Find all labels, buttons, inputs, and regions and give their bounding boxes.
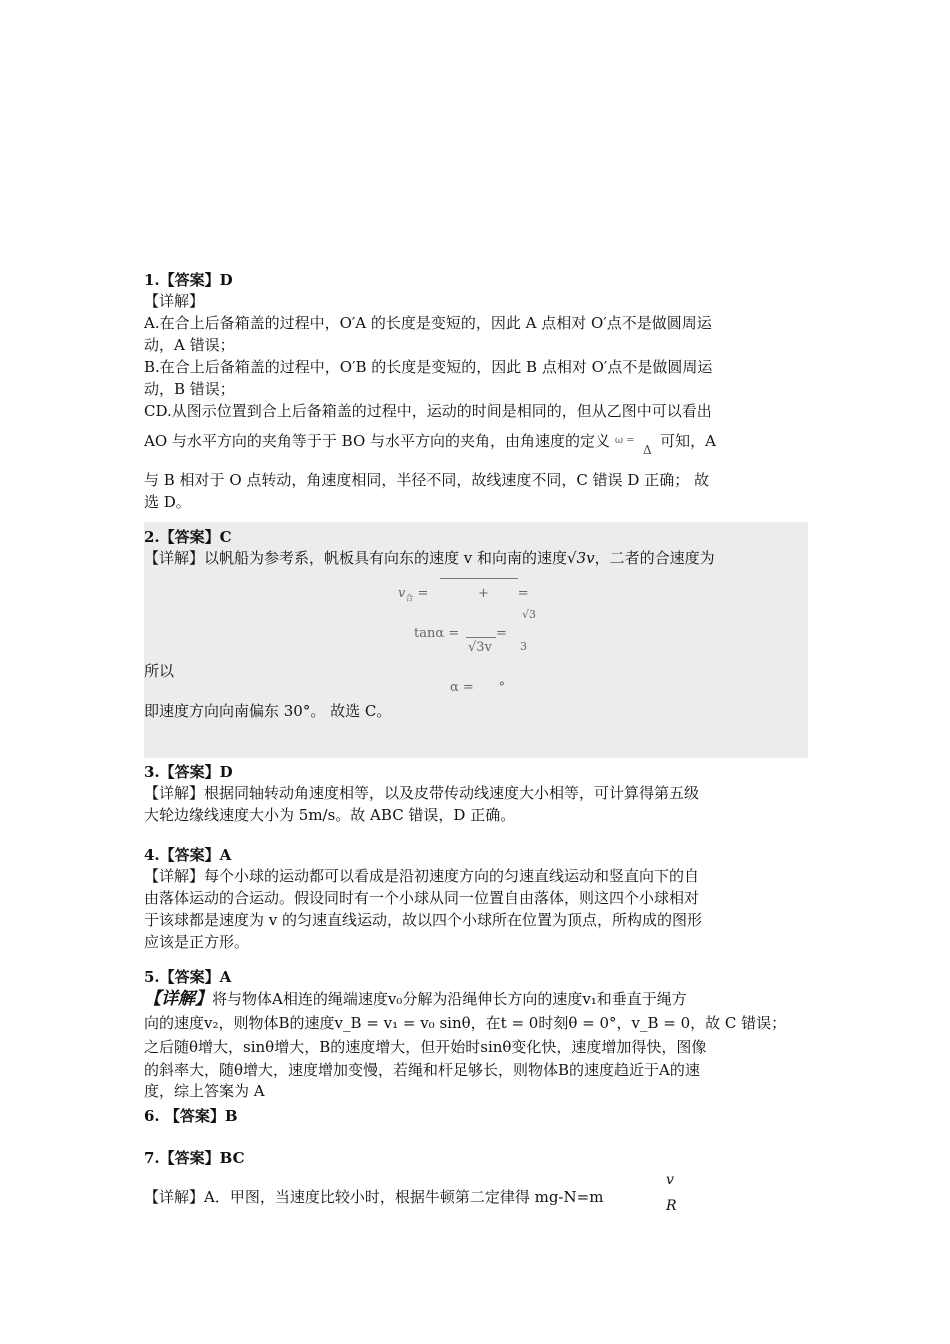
q2-suoyi: 所以 [144,662,175,680]
q3-answer-header: 3.【答案】D [144,763,233,781]
q2-block [144,527,809,569]
q6-answer-header: 6. 【答案】B [144,1107,238,1125]
q7-answer-header: 7.【答案】BC [144,1149,245,1167]
q2-formula-alpha: α = ° [450,680,506,695]
q1-b-line2: 动，B 错误； [144,380,235,398]
q4-line1: 【详解】每个小球的运动都可以看成是沿初速度方向的匀速直线运动和竖直向下的自 [144,867,700,885]
q1-b-line1: B.在合上后备箱盖的过程中，O′B 的长度是变短的，因此 B 点相对 O′点不是做圆周运 [144,358,713,376]
q1-answer-header: 1.【答案】D [144,271,233,289]
q3-line2: 大轮边缘线速度大小为 5m/s。故 ABC 错误，D 正确。 [144,806,516,824]
q2-f1-sub: 合 [405,593,414,603]
q2-f2-fracbar [466,637,496,638]
q2-f2-den: √3v [468,640,492,655]
q5-answer-header: 5.【答案】A [144,968,232,986]
q1-a-line1: A.在合上后备箱盖的过程中，O′A 的长度是变短的，因此 A 点相对 O′点不是做圆周运 [144,314,712,332]
q1-cd-line2-tail: 可知，A [660,432,716,450]
q4-answer-header: 4.【答案】A [144,846,232,864]
q1-cd-line3: 与 B 相对于 O 点转动，角速度相同，半径不同，故线速度不同，C 错误 D 正确； 故 [144,471,709,489]
q1-cd-line1: CD.从图示位置到合上后备箱盖的过程中，运动的时间是相同的，但从乙图中可以看出 [144,402,712,420]
q2-f1-lhs: v [398,586,406,601]
q1-cd-line2 [144,430,809,461]
q2-f1-sqrt3: √3 [522,608,537,621]
q1-omega-formula: ω = [614,435,635,446]
q2-detail-tail: ，二者的合速度为 [594,549,715,567]
q5-block [144,967,809,1101]
q4-line4: 应该是正方形。 [144,933,250,951]
q5-line1-wrap [144,987,809,1011]
q2-detail-line [144,547,809,569]
q2-f2-den2: 3 [520,640,527,653]
q2-sqrt3v: √3v [567,549,595,567]
q5-line2: 向的速度v₂，则物体B的速度v_B = v₁ = v₀ sinθ，在t = 0时刻θ = 0°，v_B = 0，故 C 错误； [144,1014,787,1032]
q7-frac-den: R [666,1198,677,1214]
q2-formula-resultant [398,586,529,604]
q2-sqrt-overbar [440,578,518,579]
q2-f2-eq: = [496,626,507,641]
q1-delta-symbol: Δ [642,443,652,457]
q2-f2-lhs: tanα = [414,626,460,641]
q1-cd-line4: 选 D。 [144,493,191,511]
q1-a-line2: 动，A 错误； [144,336,235,354]
q2-formula-tan [414,626,459,641]
q5-line1: 将与物体A相连的绳端速度v₀分解为沿绳伸长方向的速度v₁和垂直于绳方 [212,990,687,1008]
q4-line2: 由落体运动的合运动。假设同时有一个小球从同一位置自由落体，则这四个小球相对 [144,889,700,907]
q5-line5: 度，综上答案为 A [144,1082,265,1100]
q2-detail-text: 【详解】以帆船为参考系，帆板具有向东的速度 v 和向南的速度 [144,549,568,567]
q2-f1-ops: = + = [417,586,529,601]
q2-conclusion: 即速度方向向南偏东 30°。 故选 C。 [144,702,392,720]
q1-block [144,270,809,513]
q5-detail-label: 【详解】 [144,989,212,1009]
q2-answer-header: 2.【答案】C [144,528,232,546]
q5-line4: 的斜率大，随θ增大，速度增加变慢，若绳和杆足够长，则物体B的速度趋近于A的速 [144,1061,700,1079]
q4-line3: 于该球都是速度为 v 的匀速直线运动，故以四个小球所在位置为顶点，所构成的图形 [144,911,703,929]
q3-block [144,762,809,826]
q4-block [144,845,809,953]
q7-frac-num: v [666,1172,674,1188]
q1-detail-label: 【详解】 [144,292,205,310]
q3-line1: 【详解】根据同轴转动角速度相等，以及皮带传动线速度大小相等，可计算得第五级 [144,784,700,802]
q5-line3: 之后随θ增大，sinθ增大，B的速度增大，但开始时sinθ变化快，速度增加得快，图像 [144,1038,707,1056]
q1-cd-line2-text: AO 与水平方向的夹角等于于 BO 与水平方向的夹角，由角速度的定义 [144,432,611,450]
q7-line1: 【详解】A．甲图，当速度比较小时，根据牛顿第二定律得 mg-N=m [144,1188,604,1206]
